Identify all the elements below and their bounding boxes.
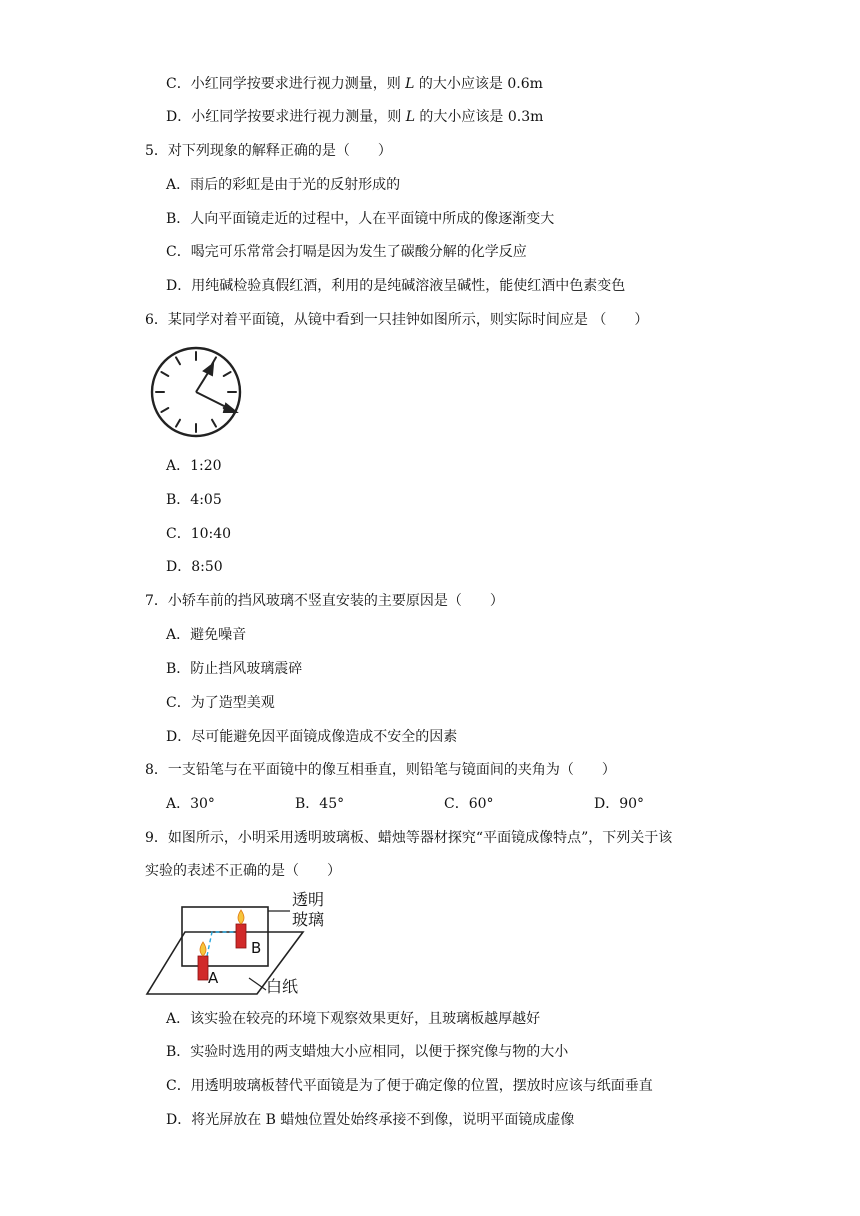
q6-stem: 6．某同学对着平面镜，从镜中看到一只挂钟如图所示，则实际时间应是 （ ）	[145, 312, 649, 328]
q9-option-a[interactable]: A．该实验在较亮的环境下观察效果更好，且玻璃板越厚越好	[166, 1011, 541, 1027]
candle-b-icon	[236, 924, 246, 948]
q9-option-b[interactable]: B．实验时选用的两支蜡烛大小应相同，以便于探究像与物的大小	[166, 1044, 569, 1060]
q4-option-c[interactable]: C．小红同学按要求进行视力测量，则 L 的大小应该是 0.6m	[166, 76, 543, 92]
label-transparent: 透明	[292, 890, 325, 909]
q5-option-d[interactable]: D．用纯碱检验真假红酒，利用的是纯碱溶液呈碱性，能使红酒中色素变色	[166, 278, 626, 294]
q8-option-c[interactable]: C．60°	[444, 796, 494, 812]
q7-option-b[interactable]: B．防止挡风玻璃震碎	[166, 661, 303, 677]
label-candle-a: A	[208, 969, 219, 987]
label-candle-b: B	[251, 939, 262, 957]
q5-stem: 5．对下列现象的解释正确的是（ ）	[145, 143, 392, 159]
q7-option-d[interactable]: D．尽可能避免因平面镜成像造成不安全的因素	[166, 729, 458, 745]
label-white-paper: 白纸	[266, 977, 299, 996]
q9-stem-line2: 实验的表述不正确的是（ ）	[145, 863, 341, 879]
q8-option-b[interactable]: B．45°	[295, 796, 345, 812]
flame-a-icon	[200, 942, 206, 956]
q7-option-c[interactable]: C．为了造型美观	[166, 695, 275, 711]
q5-option-b[interactable]: B．人向平面镜走近的过程中，人在平面镜中所成的像逐渐变大	[166, 211, 555, 227]
q9-option-d[interactable]: D．将光屏放在 B 蜡烛位置处始终承接不到像，说明平面镜成虚像	[166, 1112, 575, 1128]
label-glass: 玻璃	[292, 910, 325, 929]
image-connection-dashed-line	[207, 932, 240, 956]
q7-stem: 7．小轿车前的挡风玻璃不竖直安装的主要原因是（ ）	[145, 593, 504, 609]
q8-stem: 8．一支铅笔与在平面镜中的像互相垂直，则铅笔与镜面间的夹角为（ ）	[145, 762, 616, 778]
q7-option-a[interactable]: A．避免噪音	[166, 627, 247, 643]
flame-b-icon	[238, 910, 244, 924]
q8-option-a[interactable]: A．30°	[166, 796, 215, 812]
q6-option-b[interactable]: B．4:05	[166, 492, 222, 508]
q5-option-c[interactable]: C．喝完可乐常常会打嗝是因为发生了碳酸分解的化学反应	[166, 244, 527, 260]
q6-option-a[interactable]: A．1:20	[166, 458, 222, 474]
q9-stem-line1: 9．如图所示，小明采用透明玻璃板、蜡烛等器材探究“平面镜成像特点”，下列关于该	[145, 830, 673, 846]
candle-a-icon	[198, 956, 208, 980]
q4-option-d[interactable]: D．小红同学按要求进行视力测量，则 L 的大小应该是 0.3m	[166, 109, 544, 125]
q8-option-d[interactable]: D．90°	[594, 796, 645, 812]
q6-option-d[interactable]: D．8:50	[166, 559, 223, 575]
q6-option-c[interactable]: C．10:40	[166, 526, 232, 542]
mirrored-clock-icon	[148, 344, 244, 440]
q9-option-c[interactable]: C．用透明玻璃板替代平面镜是为了便于确定像的位置，摆放时应该与纸面垂直	[166, 1078, 653, 1094]
q5-option-a[interactable]: A．雨后的彩虹是由于光的反射形成的	[166, 177, 401, 193]
glass-plate-shape	[182, 907, 268, 966]
